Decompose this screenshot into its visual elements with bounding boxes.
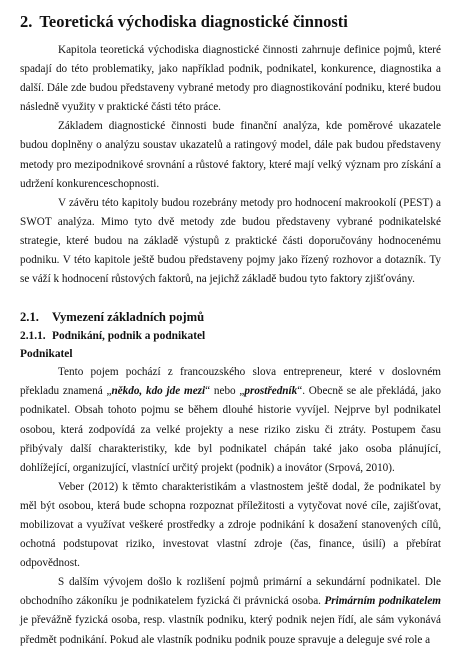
- intro-paragraph-1: Kapitola teoretická východiska diagnostické činnosti zahrnuje definice pojmů, které spadají do této problematiky, jako například podnik, podnikatel, konkurence, diagnostika a další. Dále zde budou představeny vybrané metody pro diagnostikování podniku, které budou následně využity v praktické části této práce.: [20, 44, 441, 114]
- chapter-heading: [20, 12, 441, 32]
- intro-paragraph-2: Základem diagnostické činnosti bude finanční analýza, kde poměrové ukazatele budou doplněny o analýzu soustav ukazatelů a ratingový model, dále pak budou představeny metody pro mezipodnikové srovnání a růstové faktory, které mají velký význam pro získání a udržení konkurenceschopnosti.: [20, 120, 441, 190]
- podnikatel-paragraph-2: Veber (2012) k těmto charakteristikám a vlastnostem ještě dodal, že podnikatel by měl být osobou, která bude schopna rozpoznat příležitosti a vytyčovat nové cíle, zajišťovat, mobilizovat a využívat veškeré prostředky a zdroje podnikání k dosažení stanovených cílů, ochotná podstupovat riziko, investovat vlastní zdroje (čas, finance, úsilí) a přebírat odpovědnost.: [20, 480, 441, 570]
- para3-text-b: je převážně fyzická osoba, resp. vlastník podniku, který podnik nejen řídí, ale sám vykonává předmět podnikání. Pokud ale vlastník podniku podnik pouze spravuje a deleguje své role a: [20, 614, 441, 646]
- para1-text-c: “. Obecně se ale překládá, jako podnikatel. Obsah tohoto pojmu se během dlouhé historie vyvíjel. Nejprve byl podnikatel osobou, která zodpovídá za velké projekty a nese riziko zisku či ztráty. Postupem času přibývaly další charakteristiky, kde byl podnikatel chápán také jako osoba plánující, dohlížející, organizující, vlastnící určitý projekt (podnik) a inovátor (Srpová, 2010).: [20, 385, 442, 474]
- subsection-number: 2.1.1.: [20, 330, 46, 343]
- intro-paragraph-3: V závěru této kapitoly budou rozebrány metody pro hodnocení makrookolí (PEST) a SWOT analýza. Mimo tyto dvě metody zde budou představeny vybrané podnikatelské strategie, které budou na základě výstupů z praktické části doporučovány hodnocenému podniku. V této kapitole ještě budou představeny pojmy jako řízený rozhovor a dotazník. Ty se váží k hodnocení růstových faktorů, na jejichž základě budou tyto faktory zjišťovány.: [20, 196, 441, 286]
- podnikatel-paragraph-1: [20, 363, 441, 478]
- para1-text-a: Tento pojem pochází z francouzského slova entrepreneur, které v doslovném překladu znamená „: [20, 366, 441, 398]
- para3-emphasis: Primárním podnikatelem: [324, 595, 441, 608]
- para1-quote-2: prostředník: [244, 385, 298, 398]
- para3-text-a: S dalším vývojem došlo k rozlišení pojmů primární a sekundární podnikatel. Dle obchodního zákoníku je podnikatelem fyzická či právnická osoba.: [20, 576, 441, 608]
- section-title: Vymezení základních pojmů: [52, 310, 205, 325]
- chapter-number: 2.: [20, 12, 33, 31]
- section-heading: [20, 308, 441, 326]
- chapter-title: Teoretická východiska diagnostické činnosti: [39, 12, 348, 31]
- para1-quote-1: někdo, kdo jde mezi: [111, 385, 206, 398]
- para1-text-b: “ nebo „: [205, 385, 245, 398]
- subsection-heading: [20, 328, 441, 345]
- podnikatel-paragraph-3: [20, 573, 441, 649]
- term-heading: Podnikatel: [20, 348, 73, 361]
- subsection-title: Podnikání, podnik a podnikatel: [52, 330, 206, 343]
- section-number: 2.1.: [20, 310, 39, 325]
